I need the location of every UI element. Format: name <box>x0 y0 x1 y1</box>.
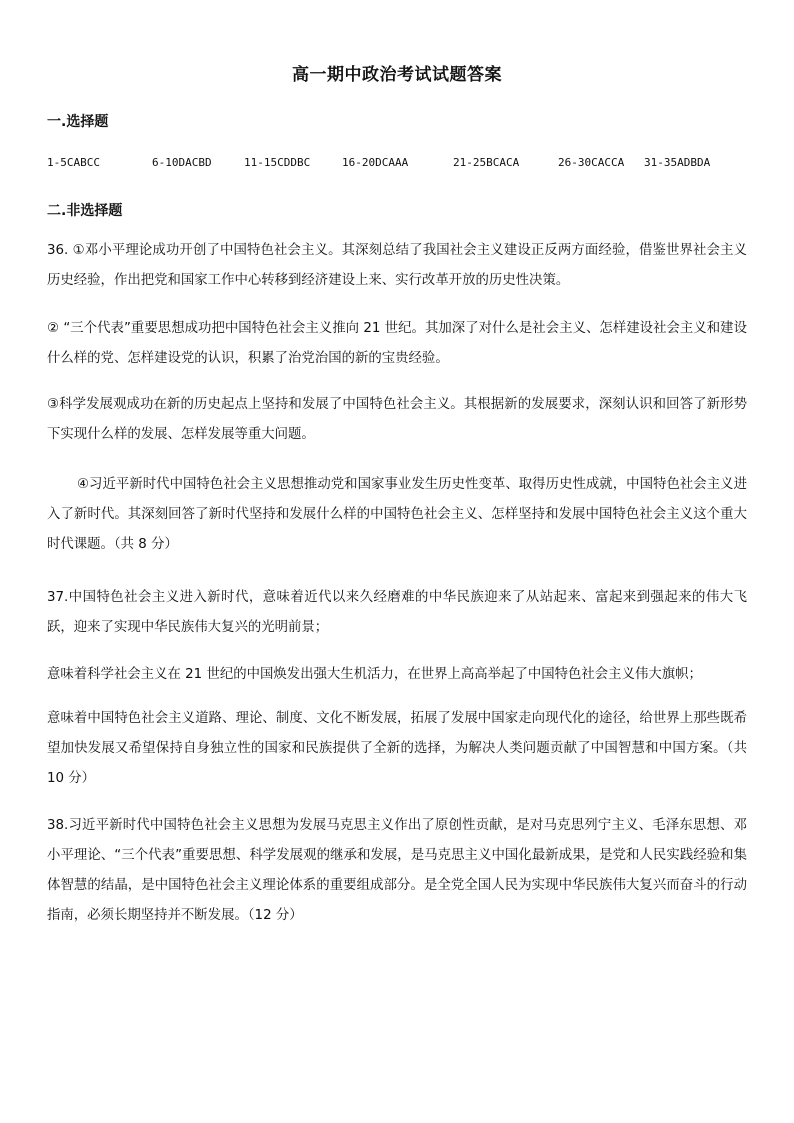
answer-group-16-20: 16-20DCAAA <box>342 156 409 169</box>
q38-paragraph-1: 38.习近平新时代中国特色社会主义思想为发展马克思主义作出了原创性贡献，是对马克思列宁主义、毛泽东思想、邓小平理论、“三个代表”重要思想、科学发展观的继承和发展，是马克思主义中国化最新成果，是党和人民实践经验和集体智慧的结晶，是中国特色社会主义理论体系的重要组成部分。是全党全国人民为实现中华民族伟大复兴而奋斗的行动指南，必须长期坚持并不断发展。（12 分） <box>47 818 747 923</box>
answer-group-31-35: 31-35ADBDA <box>644 156 711 169</box>
q36-paragraph-3: ③科学发展观成功在新的历史起点上坚持和发展了中国特色社会主义。其根据新的发展要求，深刻认识和回答了新形势下实现什么样的发展、怎样发展等重大问题。 <box>47 397 747 442</box>
answer-group-21-25: 21-25BCACA <box>453 156 520 169</box>
page-title: 高一期中政治考试试题答案 <box>292 65 502 85</box>
answer-key-row <box>47 156 767 172</box>
q37-paragraph-3: 意味着中国特色社会主义道路、理论、制度、文化不断发展，拓展了发展中国家走向现代化的途径，给世界上那些既希望加快发展又希望保持自身独立性的国家和民族提供了全新的选择，为解决人类问题贡献了中国智慧和中国方案。（共 10 分） <box>47 711 747 786</box>
answer-group-11-15: 11-15CDDBC <box>244 156 311 169</box>
section-heading-non-choice: 二.非选择题 <box>47 203 123 219</box>
answer-group-1-5: 1-5CABCC <box>47 156 100 169</box>
answer-group-26-30: 26-30CACCA <box>558 156 625 169</box>
q36-paragraph-1: 36. ①邓小平理论成功开创了中国特色社会主义。其深刻总结了我国社会主义建设正反两方面经验，借鉴世界社会主义历史经验，作出把党和国家工作中心转移到经济建设上来、实行改革开放的历史性决策。 <box>47 243 747 288</box>
q37-paragraph-2: 意味着科学社会主义在 21 世纪的中国焕发出强大生机活力，在世界上高高举起了中国特色社会主义伟大旗帜； <box>47 667 702 682</box>
q36-paragraph-2: ② “三个代表”重要思想成功把中国特色社会主义推向 21 世纪。其加深了对什么是社会主义、怎样建设社会主义和建设什么样的党、怎样建设党的认识，积累了治党治国的新的宝贵经验。 <box>47 321 747 366</box>
q36-paragraph-4: ④习近平新时代中国特色社会主义思想推动党和国家事业发生历史性变革、取得历史性成就，中国特色社会主义进入了新时代。其深刻回答了新时代坚持和发展什么样的中国特色社会主义、怎样坚持和发展中国特色社会主义这个重大时代课题。（共 8 分） <box>47 477 747 552</box>
q37-paragraph-1: 37.中国特色社会主义进入新时代，意味着近代以来久经磨难的中华民族迎来了从站起来、富起来到强起来的伟大飞跃，迎来了实现中华民族伟大复兴的光明前景； <box>47 590 747 635</box>
answer-group-6-10: 6-10DACBD <box>152 156 212 169</box>
section-heading-multiple-choice: 一.选择题 <box>47 114 109 130</box>
